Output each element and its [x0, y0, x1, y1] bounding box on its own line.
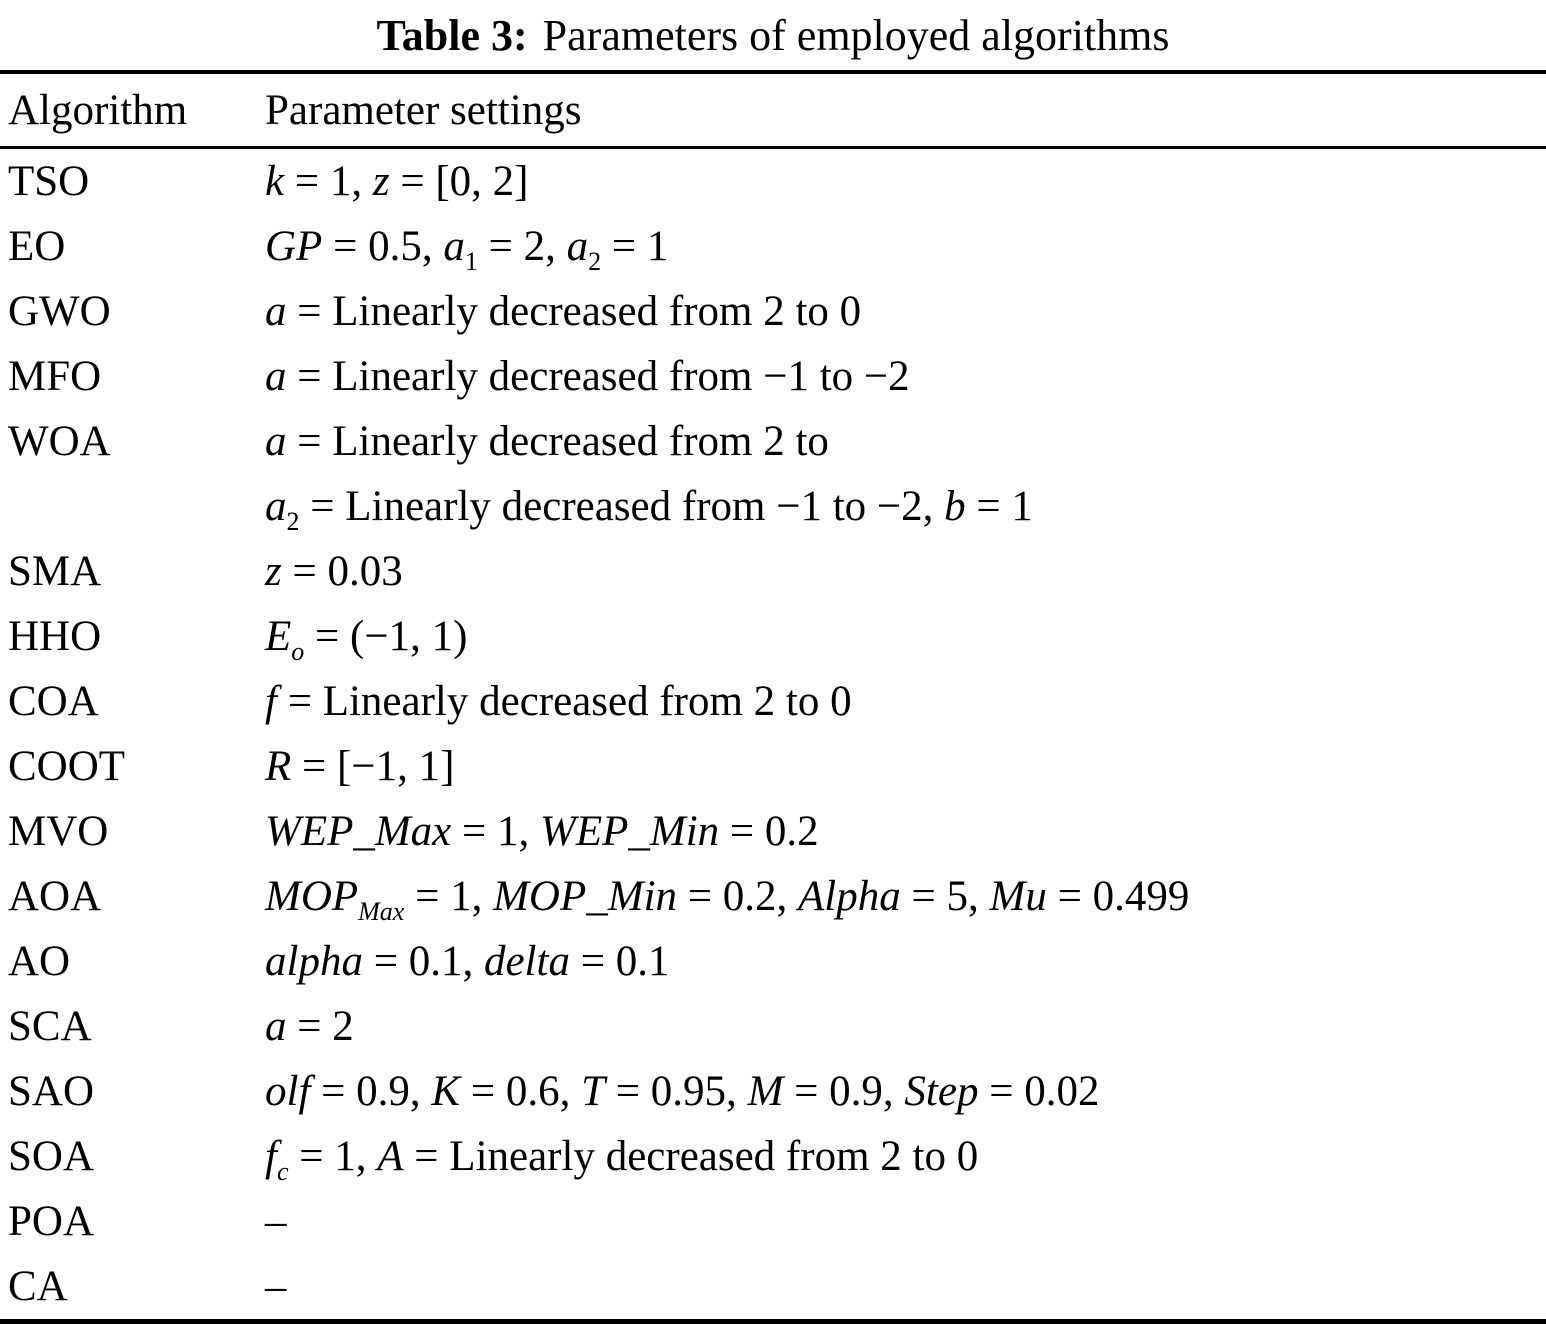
table-row: [0, 149, 1546, 214]
table-row: [0, 1059, 1546, 1124]
math-segment: = 0.5,: [322, 223, 444, 270]
algorithm-cell: EO: [8, 223, 66, 270]
math-segment: 2: [588, 247, 602, 276]
parameter-line: [265, 1059, 1540, 1124]
parameter-line: [265, 214, 1540, 279]
math-segment: Max: [358, 897, 405, 926]
parameter-line: [265, 1124, 1540, 1189]
math-segment: a: [265, 418, 287, 465]
parameter-line: [265, 994, 1540, 1059]
table-row: [0, 1254, 1546, 1319]
column-header-parameter-settings: Parameter settings: [265, 86, 582, 134]
math-segment: T: [581, 1068, 606, 1115]
parameter-cell: [265, 929, 1546, 994]
math-segment: Mu: [989, 873, 1047, 920]
algorithm-cell: MFO: [8, 353, 102, 400]
parameter-line: [265, 604, 1540, 669]
table-row: [0, 1124, 1546, 1189]
table-row: [0, 734, 1546, 799]
math-segment: = 1: [965, 483, 1033, 530]
math-segment: M: [747, 1068, 784, 1115]
table-row: [0, 604, 1546, 669]
parameter-line: [265, 344, 1540, 409]
math-segment: –: [265, 1263, 287, 1310]
math-segment: = 1,: [284, 158, 373, 205]
math-segment: = 5,: [900, 873, 990, 920]
parameter-cell: [265, 279, 1546, 344]
math-segment: b: [944, 483, 966, 530]
table-row: [0, 1189, 1546, 1254]
table-body: [0, 149, 1546, 1319]
math-segment: f: [265, 678, 277, 725]
column-header-algorithm: Algorithm: [8, 86, 188, 134]
table-row: [0, 344, 1546, 409]
parameter-cell: [265, 669, 1546, 734]
algorithm-cell: MVO: [8, 808, 109, 855]
parameter-cell: [265, 214, 1546, 279]
parameter-cell: [265, 1124, 1546, 1189]
math-segment: a: [265, 1003, 287, 1050]
math-segment: = (−1, 1): [304, 613, 468, 660]
math-segment: 1: [464, 247, 478, 276]
algorithm-cell: SOA: [8, 1133, 95, 1180]
parameter-cell: [265, 799, 1546, 864]
table-row: [0, 864, 1546, 929]
parameter-cell: [265, 344, 1546, 409]
algorithm-cell: SMA: [8, 548, 102, 595]
math-segment: = 2: [286, 1003, 354, 1050]
algorithm-cell: POA: [8, 1198, 95, 1245]
math-segment: a: [265, 288, 287, 335]
algorithm-cell: COOT: [8, 743, 126, 790]
math-segment: K: [431, 1068, 461, 1115]
parameter-line: [265, 929, 1540, 994]
math-segment: = [−1, 1]: [291, 743, 455, 790]
math-segment: a: [265, 353, 287, 400]
math-segment: olf: [265, 1068, 311, 1115]
parameter-cell: [265, 734, 1546, 799]
algorithm-cell: CA: [8, 1263, 68, 1310]
table-caption-label: Table 3:: [376, 10, 528, 60]
math-segment: delta: [483, 938, 570, 985]
math-segment: = Linearly decreased from 2 to 0: [286, 288, 862, 335]
parameter-cell: [265, 409, 1546, 539]
math-segment: Alpha: [798, 873, 901, 920]
parameter-line: [265, 409, 1540, 474]
math-segment: A: [377, 1133, 404, 1180]
math-segment: = 0.6,: [460, 1068, 582, 1115]
math-segment: R: [265, 743, 292, 790]
table-caption-text: Parameters of employed algorithms: [542, 10, 1170, 60]
math-segment: = Linearly decreased from 2 to 0: [403, 1133, 979, 1180]
math-segment: = 0.2: [719, 808, 819, 855]
math-segment: = 0.1: [569, 938, 670, 985]
algorithm-cell: WOA: [8, 418, 111, 465]
parameter-cell: [265, 1189, 1546, 1254]
math-segment: k: [265, 158, 285, 205]
math-segment: = 0.95,: [605, 1068, 748, 1115]
math-segment: z: [372, 158, 390, 205]
math-segment: 2: [286, 507, 300, 536]
math-segment: Step: [904, 1068, 979, 1115]
math-segment: WEP_Max: [265, 808, 452, 855]
parameter-line: [265, 474, 1540, 539]
math-segment: MOP_Min: [493, 873, 678, 920]
parameter-line: [265, 734, 1540, 799]
math-segment: = 0.9,: [783, 1068, 905, 1115]
math-segment: = 1,: [451, 808, 541, 855]
algorithm-cell: AOA: [8, 873, 102, 920]
parameter-cell: [265, 1254, 1546, 1319]
table-row: [0, 539, 1546, 604]
math-segment: o: [291, 637, 305, 666]
parameter-line: [265, 864, 1540, 929]
parameter-line: [265, 539, 1540, 604]
math-segment: = 1: [601, 223, 669, 270]
math-segment: = [0, 2]: [389, 158, 529, 205]
algorithm-cell: GWO: [8, 288, 111, 335]
table-row: [0, 409, 1546, 539]
math-segment: = 0.499: [1046, 873, 1190, 920]
math-segment: = 0.1,: [362, 938, 484, 985]
parameter-line: [265, 1254, 1540, 1319]
algorithm-cell: HHO: [8, 613, 102, 660]
math-segment: = Linearly decreased from 2 to: [286, 418, 829, 465]
parameter-cell: [265, 539, 1546, 604]
math-segment: = Linearly decreased from −1 to −2,: [299, 483, 945, 530]
math-segment: WEP_Min: [540, 808, 720, 855]
parameter-line: [265, 1189, 1540, 1254]
table-row: [0, 929, 1546, 994]
math-segment: = 2,: [477, 223, 567, 270]
math-segment: = Linearly decreased from 2 to 0: [276, 678, 852, 725]
table-row: [0, 799, 1546, 864]
table-bottom-rule: [0, 1319, 1546, 1324]
math-segment: = 0.02: [978, 1068, 1100, 1115]
math-segment: z: [265, 548, 282, 595]
table-row: [0, 994, 1546, 1059]
table-row: [0, 279, 1546, 344]
algorithm-cell: SCA: [8, 1003, 92, 1050]
math-segment: = 0.03: [281, 548, 403, 595]
math-segment: –: [265, 1198, 287, 1245]
math-segment: = 1,: [288, 1133, 378, 1180]
parameter-line: [265, 149, 1540, 214]
math-segment: E: [265, 613, 292, 660]
parameter-cell: [265, 604, 1546, 669]
table-header-row: [0, 74, 1546, 146]
math-segment: MOP: [265, 873, 359, 920]
math-segment: = 1,: [404, 873, 494, 920]
math-segment: = 0.2,: [677, 873, 799, 920]
parameter-cell: [265, 149, 1546, 214]
math-segment: a: [265, 483, 287, 530]
math-segment: f: [265, 1133, 277, 1180]
parameter-line: [265, 279, 1540, 344]
parameter-cell: [265, 1059, 1546, 1124]
table-caption: [0, 0, 1546, 70]
algorithm-cell: AO: [8, 938, 71, 985]
math-segment: alpha: [265, 938, 363, 985]
table-row: [0, 669, 1546, 734]
math-segment: = 0.9,: [310, 1068, 432, 1115]
math-segment: a: [566, 223, 589, 270]
math-segment: GP: [265, 223, 323, 270]
algorithm-cell: TSO: [8, 158, 90, 205]
table-row: [0, 214, 1546, 279]
parameter-cell: [265, 994, 1546, 1059]
parameter-line: [265, 669, 1540, 734]
parameter-cell: [265, 864, 1546, 929]
parameter-line: [265, 799, 1540, 864]
math-segment: = Linearly decreased from −1 to −2: [286, 353, 910, 400]
algorithm-cell: COA: [8, 678, 99, 725]
math-segment: a: [443, 223, 465, 270]
math-segment: c: [276, 1157, 289, 1186]
algorithm-cell: SAO: [8, 1068, 95, 1115]
